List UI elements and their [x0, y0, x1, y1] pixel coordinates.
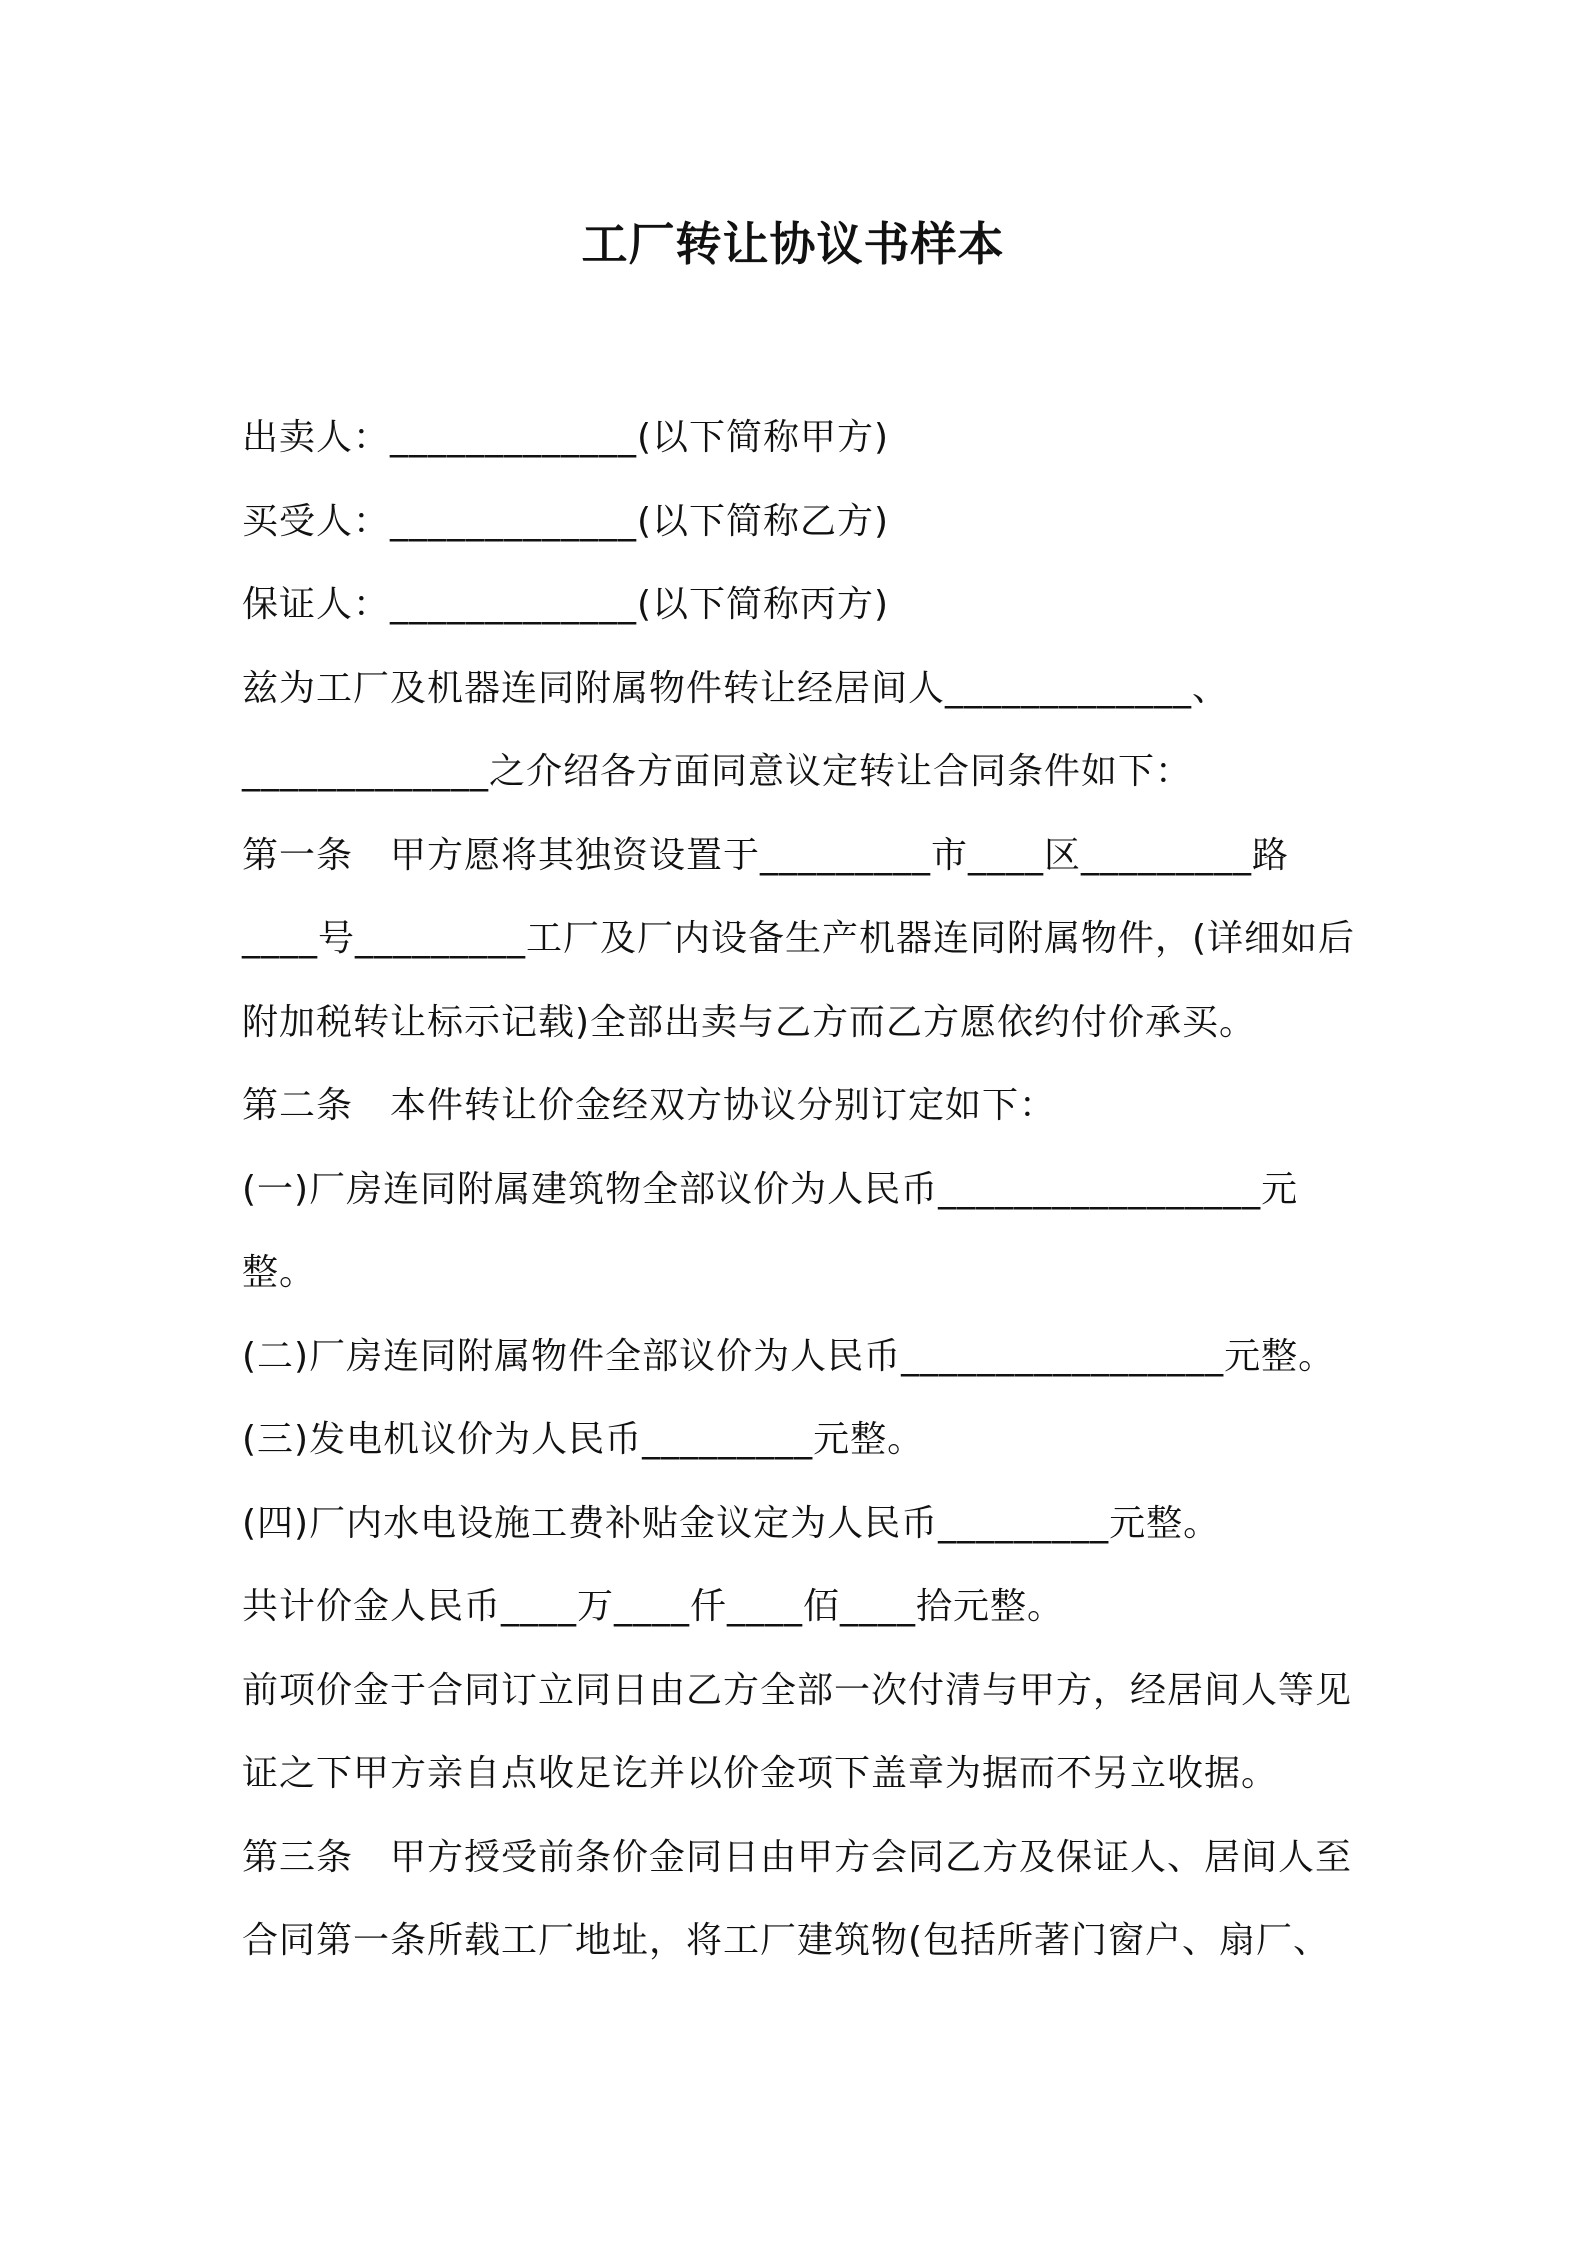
article-one-line: ____号_________工厂及厂内设备生产机器连同附属物件，(详细如后 — [242, 918, 1356, 959]
article-three-line: 合同第一条所载工厂地址，将工厂建筑物(包括所著门窗户、扇厂、 — [242, 1920, 1331, 1961]
article-two-line: 第二条 本件转让价金经双方协议分别订定如下： — [242, 1085, 1057, 1126]
price-item-line: (二)厂房连同附属物件全部议价为人民币_________________元整。 — [242, 1336, 1336, 1377]
guarantor-line: 保证人：_____________(以下简称丙方) — [242, 584, 890, 625]
article-one-line: 第一条 甲方愿将其独资设置于_________市____区_________路 — [242, 835, 1290, 876]
document-title: 工厂转让协议书样本 — [581, 217, 1005, 271]
article-three-line: 第三条 甲方授受前条价金同日由甲方会同乙方及保证人、居间人至 — [242, 1837, 1353, 1878]
payment-line: 证之下甲方亲自点收足讫并以价金项下盖章为据而不另立收据。 — [242, 1753, 1279, 1794]
seller-line: 出卖人：_____________(以下简称甲方) — [242, 417, 890, 458]
body-paragraph-line: _____________之介绍各方面同意议定转让合同条件如下： — [242, 751, 1193, 792]
price-item-line: (一)厂房连同附属建筑物全部议价为人民币_________________元 — [242, 1169, 1299, 1210]
article-one-line: 附加税转让标示记载)全部出卖与乙方而乙方愿依约付价承买。 — [242, 1002, 1257, 1043]
body-paragraph-line: 兹为工厂及机器连同附属物件转让经居间人_____________、 — [242, 668, 1230, 709]
price-item-line: (四)厂内水电设施工费补贴金议定为人民币_________元整。 — [242, 1503, 1221, 1544]
price-item-line: (三)发电机议价为人民币_________元整。 — [242, 1419, 925, 1460]
total-price-line: 共计价金人民币____万____仟____佰____拾元整。 — [242, 1586, 1065, 1627]
price-item-line: 整。 — [242, 1252, 317, 1293]
payment-line: 前项价金于合同订立同日由乙方全部一次付清与甲方，经居间人等见 — [242, 1670, 1353, 1711]
buyer-line: 买受人：_____________(以下简称乙方) — [242, 501, 890, 542]
